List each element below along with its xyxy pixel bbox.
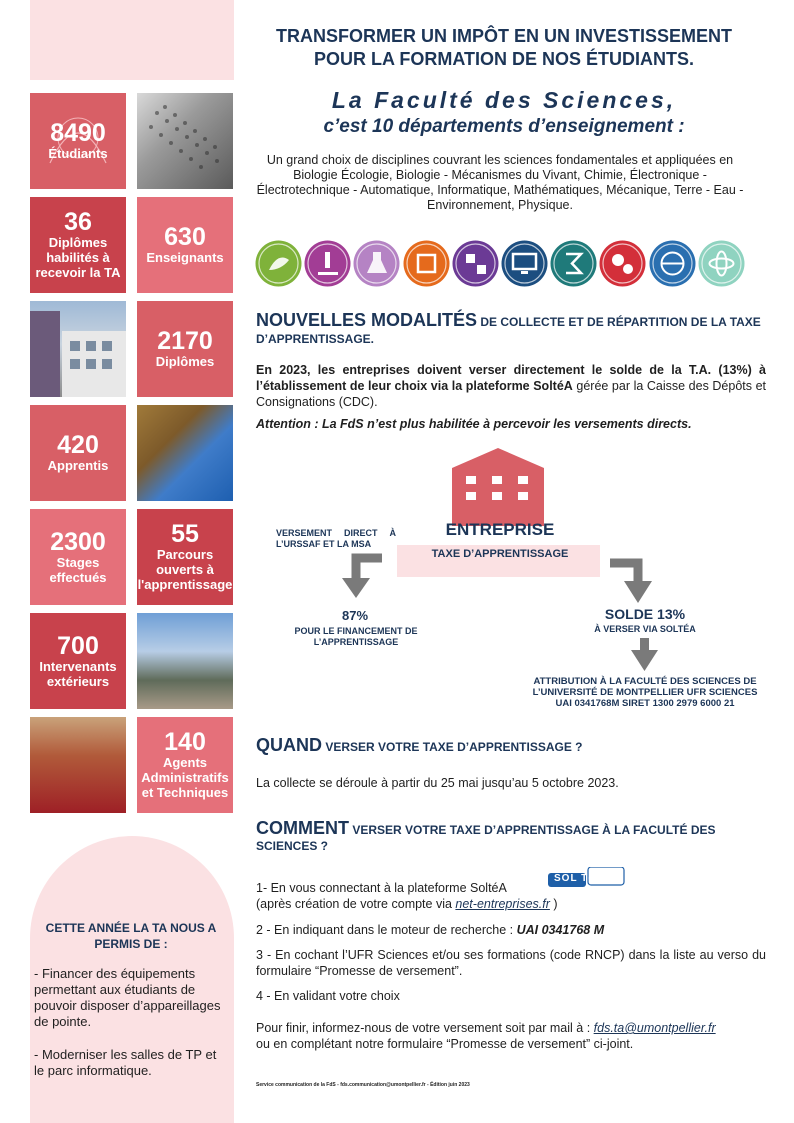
faculty-title: La Faculté des Sciences, xyxy=(331,87,677,113)
monitor-icon xyxy=(501,240,548,287)
step-1-suffix: ) xyxy=(549,897,558,911)
comment-title-big: COMMENT xyxy=(256,818,349,838)
sigma-icon xyxy=(550,240,597,287)
attribution-label: ATTRIBUTION À LA FACULTÉ DES SCIENCES DE L’UNIVERSITÉ DE MONTPELLIER UFR SCIENCES UAI 0341768M SIRET 1300 2979 6000 21 xyxy=(532,676,758,709)
bamboo-sky-photo xyxy=(137,405,233,501)
stat-label: Enseignants xyxy=(146,250,224,265)
stat-tile-diplomes-habilites xyxy=(30,197,126,293)
stat-number: 420 xyxy=(57,431,99,459)
page-headline xyxy=(254,25,754,71)
stat-number: 630 xyxy=(164,223,206,251)
puzzle-icon xyxy=(452,240,499,287)
faculty-subtitle: c’est 10 départements d’enseignement : xyxy=(323,116,685,137)
sidebar-item: - Financer des équipements permettant aux étudiants de pouvoir disposer d’appareillages de pointe. xyxy=(34,966,221,1029)
comment-title xyxy=(256,820,766,854)
lecture-hall-photo xyxy=(30,717,126,813)
flask-icon xyxy=(353,240,400,287)
stat-label: Diplômes xyxy=(155,354,215,369)
modalites-bold: En 2023, les entreprises doivent verser directement le solde de la T.A. (13%) à l’établissement de leur choix via la plateforme SoltéA xyxy=(256,363,766,393)
stat-tile-agents xyxy=(137,717,233,813)
step-1-prefix: (après création de votre compte via xyxy=(256,897,456,911)
stat-tile-etudiants xyxy=(30,93,126,189)
stat-tile-enseignants xyxy=(137,197,233,293)
modalites-rest: gérée par la Caisse des Dépôts et Consignations (CDC). xyxy=(256,379,767,409)
final-suffix: ou en complétant notre formulaire “Promesse de versement” ci-joint. xyxy=(256,1037,634,1051)
stat-tile-stages xyxy=(30,509,126,605)
building-shape xyxy=(30,301,126,397)
quand-text: La collecte se déroule à partir du 25 mai jusqu’au 5 octobre 2023. xyxy=(256,776,619,790)
stat-label: Diplômes habilités à recevoir la TA xyxy=(35,235,121,280)
solde-label: SOLDE 13% xyxy=(604,606,686,622)
modalites-paragraph xyxy=(256,362,766,410)
building-icon xyxy=(452,448,544,526)
step-4: 4 - En validant votre choix xyxy=(256,989,400,1003)
stat-tile-parcours xyxy=(137,509,233,605)
footer-credit: Service communication de la FdS - fds.communication@umontpellier.fr - Édition juin 2023 xyxy=(256,1082,470,1088)
soltea-logo-text: SOL TéA xyxy=(554,873,604,884)
faculty-description: Un grand choix de disciplines couvrant les sciences fondamentales et appliquées en Biologie Écologie, Biologie - Mécanismes du Vivant, Chimie, Électronique - Électrotechnique - Automatique, Informatique, Mathématiques, Mécanique, Terre - Eau - Environnement, Physique. xyxy=(256,153,744,212)
step-1-line-a: 1- En vous connectant à la plateforme SoltéA xyxy=(256,881,507,895)
step-2 xyxy=(256,922,766,938)
quand-title-big: QUAND xyxy=(256,735,322,755)
stat-number: 140 xyxy=(164,728,206,756)
department-icons-row xyxy=(255,240,747,290)
stat-number: 2170 xyxy=(157,327,213,355)
perforated-pattern xyxy=(137,93,233,189)
versement-label: VERSEMENT DIRECT À L’URSSAF ET LA MSA xyxy=(276,528,396,549)
stat-tile-diplomes xyxy=(137,301,233,397)
stat-label: Parcours ouverts à l'apprentissage xyxy=(137,547,233,592)
sidebar-title: CETTE ANNÉE LA TA NOUS A PERMIS DE : xyxy=(45,921,217,951)
stat-label: Intervenants extérieurs xyxy=(39,658,117,689)
left-desc: POUR LE FINANCEMENT DE L’APPRENTISSAGE xyxy=(294,626,418,647)
final-note xyxy=(256,1020,766,1052)
step-1 xyxy=(256,880,766,912)
stat-number: 55 xyxy=(171,520,199,548)
stat-number: 700 xyxy=(57,631,99,660)
modalites-title-big: NOUVELLES MODALITÉS xyxy=(256,310,478,330)
stat-number: 36 xyxy=(64,208,92,236)
email-link[interactable]: fds.ta@umontpellier.fr xyxy=(593,1021,716,1035)
headline-line-1: TRANSFORMER UN IMPÔT EN UN INVESTISSEMENT xyxy=(275,26,733,46)
stat-label: Apprentis xyxy=(47,458,109,473)
taxe-label: TAXE D’APPRENTISSAGE xyxy=(431,548,569,560)
step-1-line-b xyxy=(256,896,766,912)
stat-tile-intervenants xyxy=(30,613,126,709)
ta-flow-diagram xyxy=(270,448,770,728)
chip-icon xyxy=(403,240,450,287)
gears-icon xyxy=(599,240,646,287)
globe-icon xyxy=(649,240,696,287)
stat-label: Étudiants xyxy=(48,146,108,161)
soltea-logo xyxy=(548,867,626,891)
stat-number: 8490 xyxy=(50,119,106,147)
uai-code: UAI 0341768 M xyxy=(516,923,605,937)
stat-label: Stages effectués xyxy=(49,554,107,585)
quand-title xyxy=(256,735,766,755)
net-entreprises-link[interactable]: net-entreprises.fr xyxy=(455,897,550,911)
headline-line-2: POUR LA FORMATION DE NOS ÉTUDIANTS. xyxy=(314,49,694,69)
modalites-title-rest: DE COLLECTE ET DE RÉPARTITION DE LA TAXE D’APPRENTISSAGE. xyxy=(256,315,761,346)
step-2-prefix: 2 - En indiquant dans le moteur de recherche : xyxy=(256,923,517,937)
campus-building-photo xyxy=(30,301,126,397)
comment-title-rest: VERSER VOTRE TAXE D’APPRENTISSAGE À LA FACULTÉ DES SCIENCES ? xyxy=(256,823,716,853)
stat-number: 2300 xyxy=(50,527,106,556)
stat-label: Agents Administratifs et Techniques xyxy=(141,755,229,800)
solde-desc: À VERSER VIA SOLTÉA xyxy=(594,624,696,634)
sidebar-item: - Moderniser les salles de TP et le parc informatique. xyxy=(34,1047,217,1078)
campus-courtyard-photo xyxy=(137,613,233,709)
building-perforated-photo xyxy=(137,93,233,189)
atom-icon xyxy=(698,240,745,287)
microscope-icon xyxy=(304,240,351,287)
quand-title-rest: VERSER VOTRE TAXE D’APPRENTISSAGE ? xyxy=(325,740,583,754)
modalites-title xyxy=(256,312,766,348)
decorative-pink-block xyxy=(30,0,234,80)
attention-note: Attention : La FdS n’est plus habilitée à percevoir les versements directs. xyxy=(256,417,692,431)
step-3: 3 - En cochant l’UFR Sciences et/ou ses formations (code RNCP) dans la liste au verso du formulaire “Promesse de versement”. xyxy=(256,948,766,978)
final-prefix: Pour finir, informez-nous de votre versement soit par mail à : xyxy=(256,1021,594,1035)
stat-tile-apprentis xyxy=(30,405,126,501)
ecology-icon xyxy=(255,240,302,287)
pct-left: 87% xyxy=(341,608,369,623)
entreprise-label: ENTREPRISE xyxy=(445,520,555,539)
